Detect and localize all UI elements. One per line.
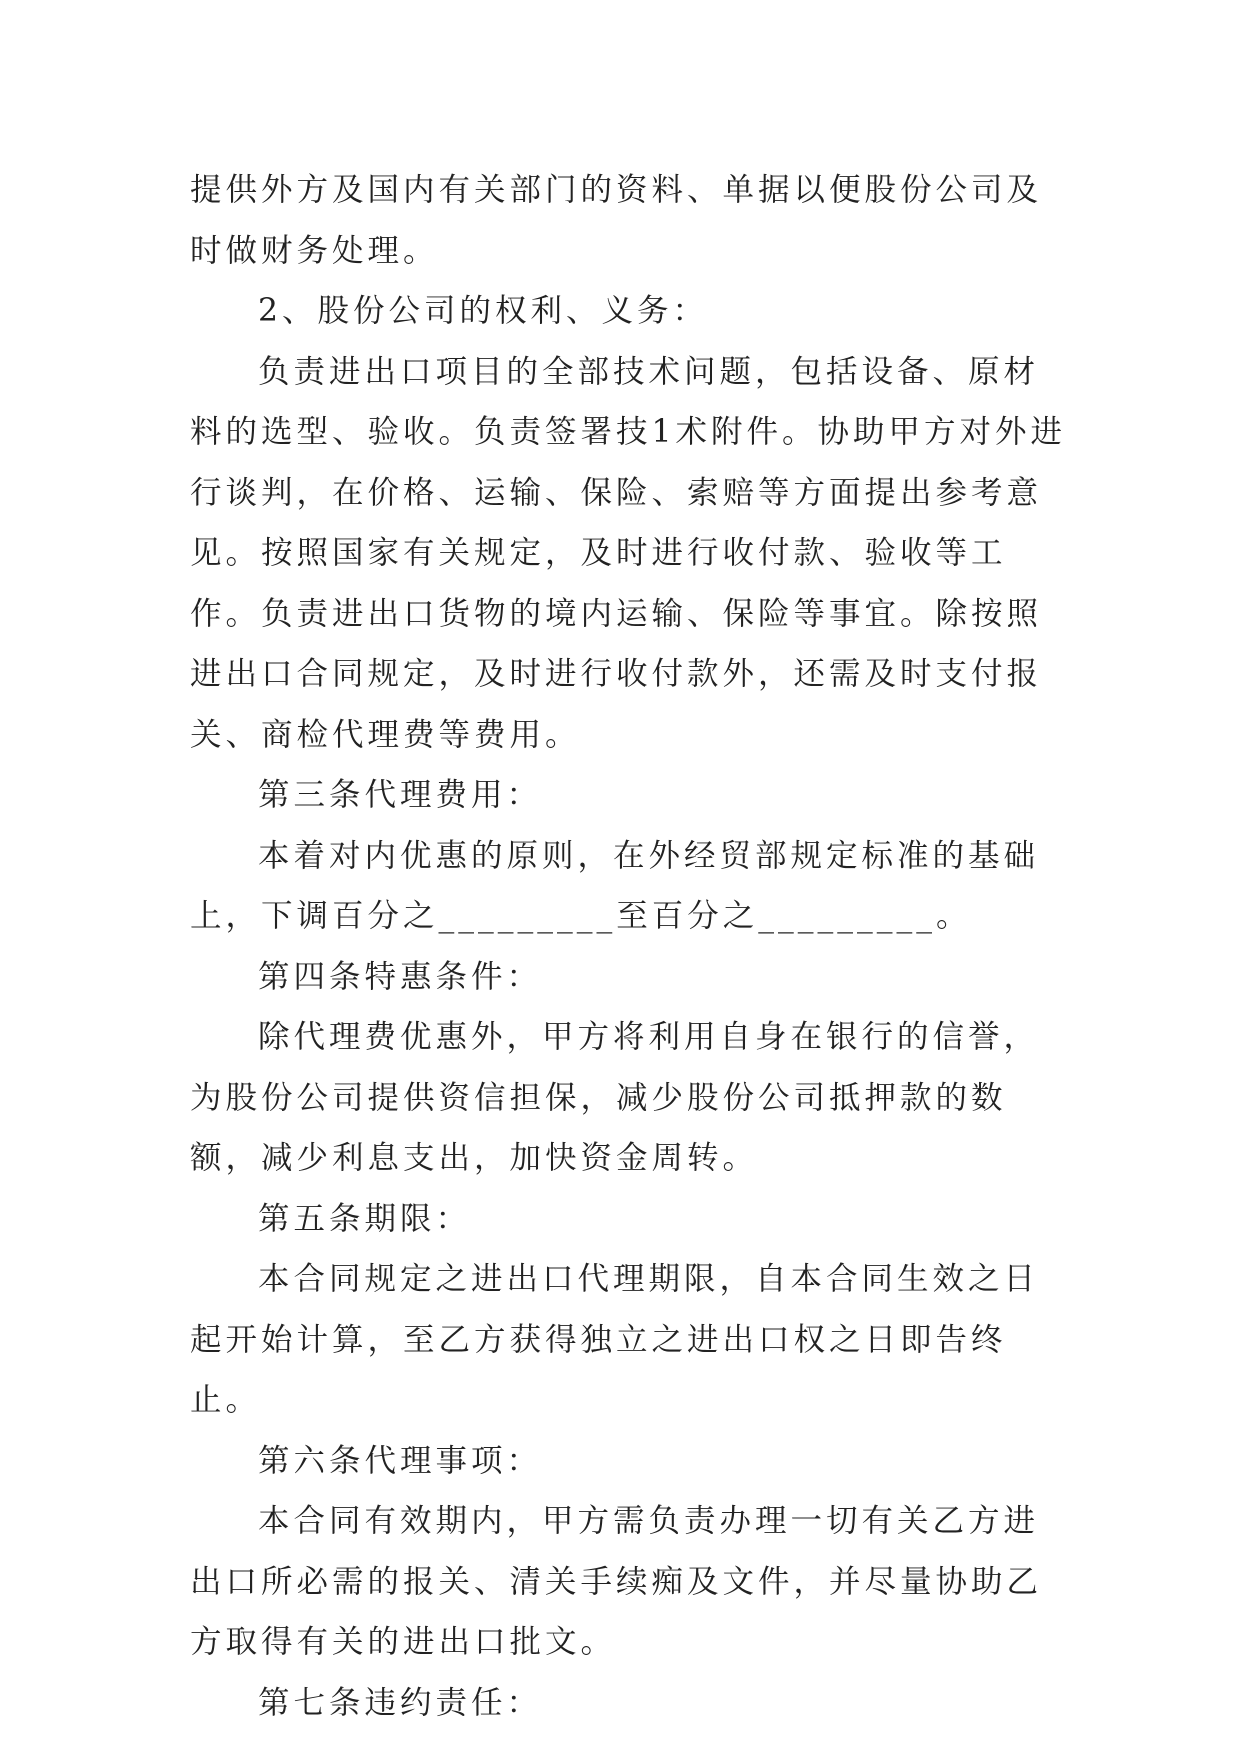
clause-heading-liability: 第七条违约责任： <box>258 1684 543 1721</box>
clause-heading-agency-matters: 第六条代理事项： <box>258 1442 543 1479</box>
clause-heading-company-rights: 2、股份公司的权利、义务： <box>258 293 709 329</box>
paragraph-customs-procedures: 本合同有效期内，甲方需负责办理一切有关乙方进出口所必需的报关、清关手续痴及文件，并尽量协助乙方取得有关的进出口批文。 <box>190 1503 1043 1660</box>
paragraph-credit-guarantee: 除代理费优惠外，甲方将利用自身在银行的信誉，为股份公司提供资信担保，减少股份公司抵押款的数额，减少利息支出，加快资金周转。 <box>190 1019 1040 1176</box>
paragraph-term-duration: 本合同规定之进出口代理期限，自本合同生效之日起开始计算，至乙方获得独立之进出口权之日即告终止。 <box>190 1261 1040 1418</box>
paragraph-fee-discount: 本着对内优惠的原则，在外经贸部规定标准的基础上，下调百分之_________至百分之_________。 <box>190 837 1040 934</box>
clause-heading-term: 第五条期限： <box>258 1200 472 1237</box>
paragraph-technical-responsibility: 负责进出口项目的全部技术问题，包括设备、原材料的选型、验收。负责签署技1术附件。协助甲方对外进行谈判，在价格、运输、保险、索赔等方面提出参考意见。按照国家有关规定，及时进行收付款、验收等工作。负责进出口货物的境内运输、保险等事宜。除按照进出口合同规定，及时进行收付款外，还需及时支付报关、商检代理费等费用。 <box>190 353 1067 753</box>
document-body <box>190 160 1070 1733</box>
clause-heading-agency-fee: 第三条代理费用： <box>258 777 543 813</box>
clause-heading-special-terms: 第四条特惠条件： <box>258 958 543 995</box>
paragraph-financial-docs: 提供外方及国内有关部门的资料、单据以便股份公司及时做财务处理。 <box>190 172 1043 269</box>
